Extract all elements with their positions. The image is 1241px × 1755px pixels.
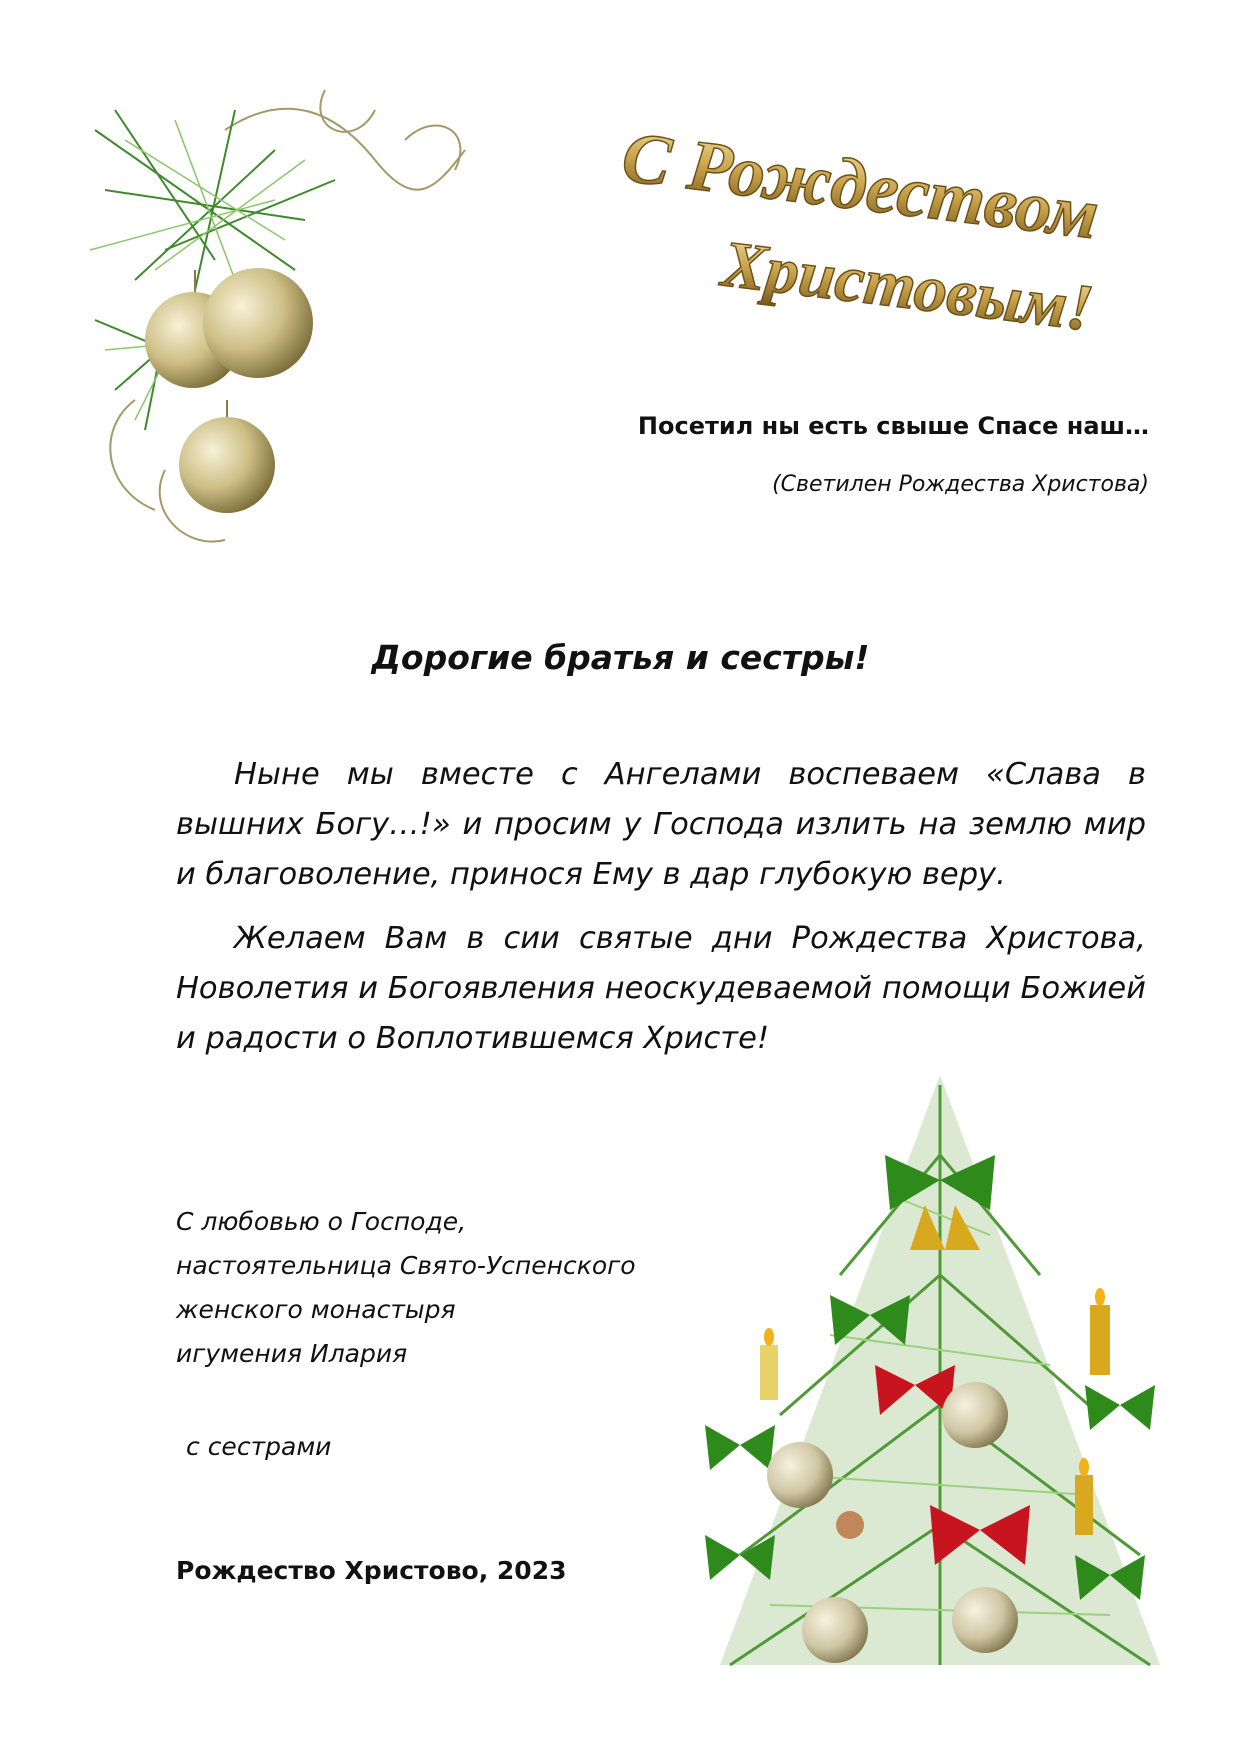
body-paragraph-2: Желаем Вам в сии святые дни Рождества Христова, Новолетия и Богоявления неоскудеваемой помощи Божией и радости о Воплотившемся Христе! xyxy=(176,921,1146,1056)
signature-line-2: настоятельница Свято-Успенского xyxy=(176,1251,636,1280)
epigraph-source: (Светилен Рождества Христова) xyxy=(772,472,1149,497)
epigraph-quote: Посетил ны есть свыше Спасе наш… xyxy=(637,412,1149,440)
pine-branch-ornaments-illustration xyxy=(75,70,495,560)
signature-line-4: игумения Илария xyxy=(176,1339,408,1368)
heading-art-line1: С Рождеством xyxy=(618,116,1103,255)
christmas-tree-illustration xyxy=(690,1075,1190,1695)
signature-block xyxy=(176,1200,636,1376)
body-text xyxy=(176,750,1146,1078)
signature-line-3: женского монастыря xyxy=(176,1295,456,1324)
signature-with-sisters: с сестрами xyxy=(186,1432,332,1461)
signature-line-1: С любовью о Господе, xyxy=(176,1207,467,1236)
merry-christmas-heading-art xyxy=(610,85,1180,355)
body-paragraph-1: Ныне мы вместе с Ангелами воспеваем «Слава в вышних Богу…!» и просим у Господа излить на землю мир и благоволение, принося Ему в дар глубокую веру. xyxy=(176,757,1146,892)
date-line: Рождество Христово, 2023 xyxy=(176,1556,567,1585)
heading-art-line2: Христовым! xyxy=(718,227,1097,346)
greeting-heading: Дорогие братья и сестры! xyxy=(371,638,870,677)
